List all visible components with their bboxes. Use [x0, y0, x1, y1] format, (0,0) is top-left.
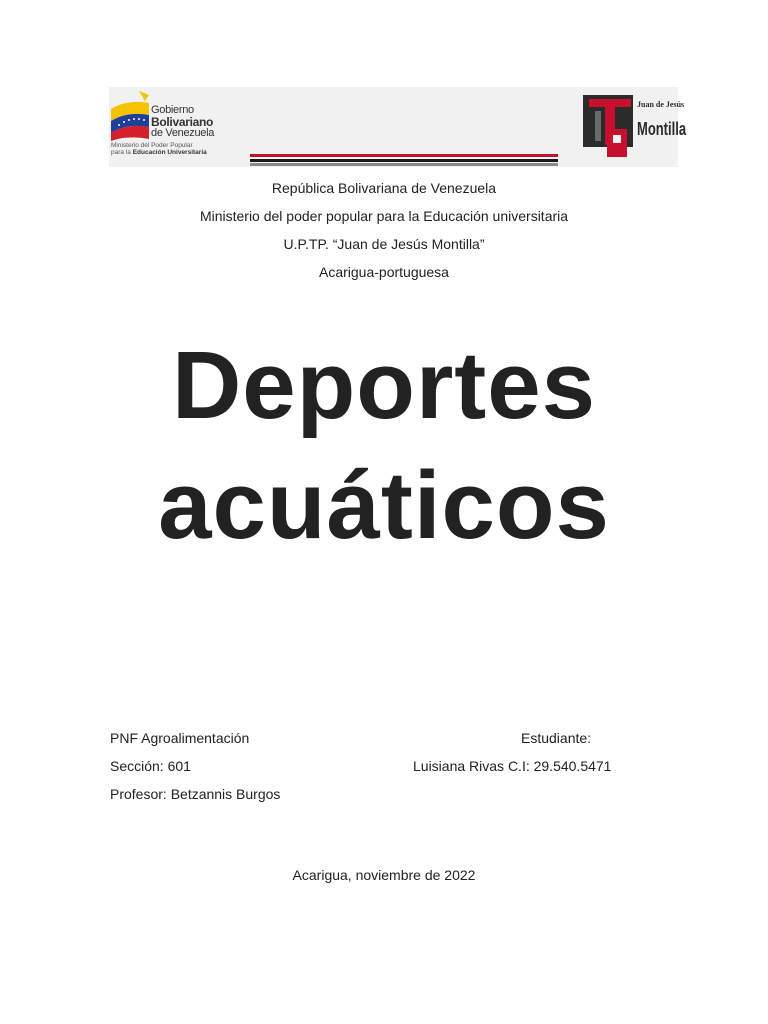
- header-banner: [109, 87, 687, 167]
- place-date-line: Acarigua, noviembre de 2022: [292, 867, 476, 883]
- ministry-subtitle: [111, 142, 207, 156]
- uptp-side-line-1: Juan de Jesús: [637, 100, 685, 109]
- gov-line-2: Bolivariano: [151, 115, 214, 129]
- ministry-line-2: [111, 149, 207, 156]
- country-line: República Bolivariana de Venezuela: [271, 180, 497, 196]
- university-line: U.P.TP. “Juan de Jesús Montilla”: [283, 236, 485, 252]
- program-text: PNF Agroalimentación: [110, 730, 250, 746]
- student-label: Estudiante:: [521, 730, 592, 746]
- title-line-1: Deportes: [171, 332, 597, 439]
- section-text: Sección: 601: [110, 758, 191, 774]
- ministry-line-2-prefix: para la: [111, 149, 133, 157]
- decorative-stripes: [250, 154, 558, 166]
- gov-line-1: Gobierno: [151, 104, 194, 116]
- ministry-line-2-bold: Educación Universitaria: [132, 149, 207, 157]
- government-logo-text: [151, 105, 214, 139]
- title-line-2: acuáticos: [158, 452, 610, 559]
- ministry-line: Ministerio del poder popular para la Educación universitaria: [199, 208, 569, 224]
- uptp-side-line-2: Montilla: [637, 120, 687, 140]
- professor-text: Profesor: Betzannis Burgos: [110, 786, 281, 802]
- ministry-line-1: Ministerio del Poder Popular: [111, 142, 193, 149]
- uptp-logo-icon: [581, 89, 687, 165]
- location-line: Acarigua-portuguesa: [319, 264, 449, 280]
- student-text: Luisiana Rivas C.I: 29.540.5471: [413, 758, 612, 774]
- gov-line-3: de Venezuela: [151, 127, 215, 139]
